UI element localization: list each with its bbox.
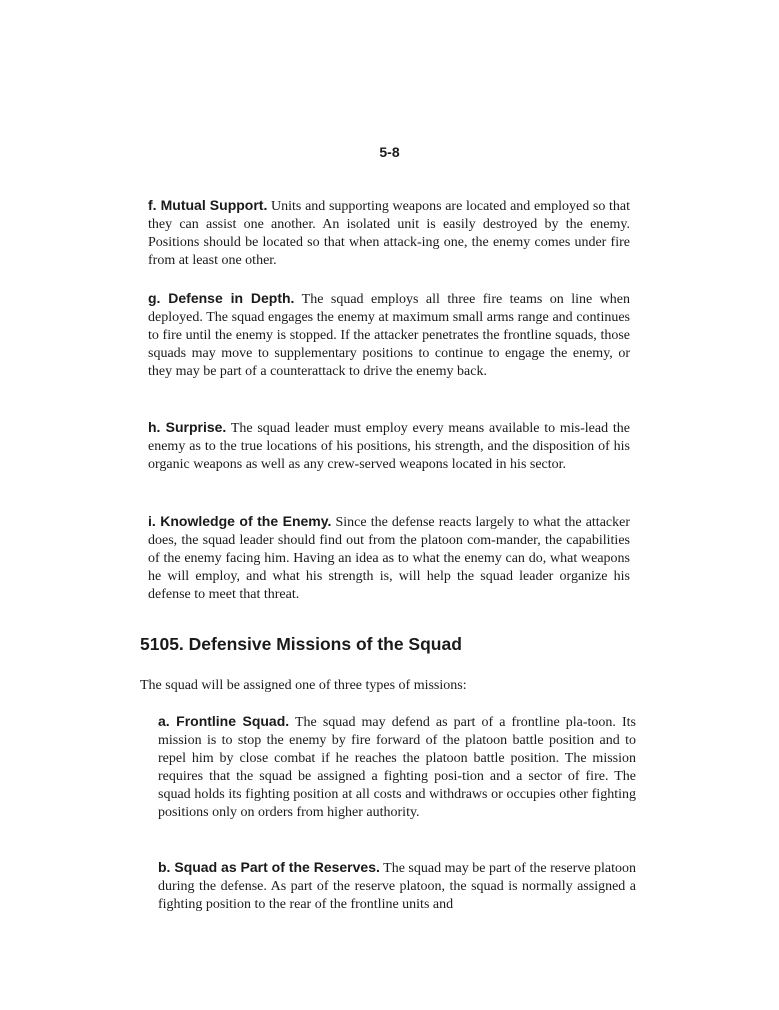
paragraph-heading: h. Surprise. bbox=[148, 419, 227, 435]
page-number: 5-8 bbox=[379, 144, 400, 160]
paragraph-knowledge-of-enemy bbox=[148, 512, 630, 604]
paragraph-defense-in-depth bbox=[148, 289, 630, 381]
section-title: 5105. Defensive Missions of the Squad bbox=[140, 634, 462, 654]
paragraph-squad-reserves bbox=[158, 858, 636, 914]
paragraph-surprise bbox=[148, 418, 630, 474]
paragraph-body: Units and supporting weapons are located and employed so that they can assist one another. An isolated unit is easily destroyed by the enemy. Positions should be located so that when attack-ing one, the enemy comes under fire from at least one other. bbox=[148, 199, 630, 268]
paragraph-heading: a. Frontline Squad. bbox=[158, 713, 290, 729]
paragraph-mutual-support bbox=[148, 196, 630, 270]
paragraph-heading: b. Squad as Part of the Reserves. bbox=[158, 859, 380, 875]
paragraph-heading: f. Mutual Support. bbox=[148, 197, 268, 213]
section-intro: The squad will be assigned one of three types of missions: bbox=[140, 678, 467, 693]
paragraph-frontline-squad bbox=[158, 712, 636, 822]
paragraph-body: The squad may be part of the reserve platoon during the defense. As part of the reserve platoon, the squad is normally assigned a fighting position to the rear of the frontline units and bbox=[158, 861, 636, 912]
paragraph-body: Since the defense reacts largely to what the attacker does, the squad leader should find out from the platoon com-mander, the capabilities of the enemy facing him. Having an idea as to what the enemy can do, what weapons he will employ, and what his strength is, will help the squad leader organize his defense to meet that threat. bbox=[148, 515, 630, 602]
paragraph-body: The squad may defend as part of a frontline pla-toon. Its mission is to stop the enemy by fire forward of the platoon battle position and to repel him by close combat if he reaches the platoon battle position. The mission requires that the squad be assigned a fighting posi-tion and a sector of fire. The squad holds its fighting position at all costs and withdraws or occupies other fighting positions only on orders from higher authority. bbox=[158, 715, 636, 820]
paragraph-heading: g. Defense in Depth. bbox=[148, 290, 295, 306]
paragraph-body: The squad employs all three fire teams on line when deployed. The squad engages the enemy at maximum small arms range and continues to fire until the enemy is stopped. If the attacker penetrates the frontline squads, those squads may move to supplementary positions to continue to engage the enemy, or they may be part of a counterattack to drive the enemy back. bbox=[148, 292, 630, 379]
paragraph-body: The squad leader must employ every means available to mis-lead the enemy as to the true locations of his positions, his strength, and the disposition of his organic weapons as well as any crew-served weapons located in his sector. bbox=[148, 421, 630, 472]
paragraph-heading: i. Knowledge of the Enemy. bbox=[148, 513, 332, 529]
